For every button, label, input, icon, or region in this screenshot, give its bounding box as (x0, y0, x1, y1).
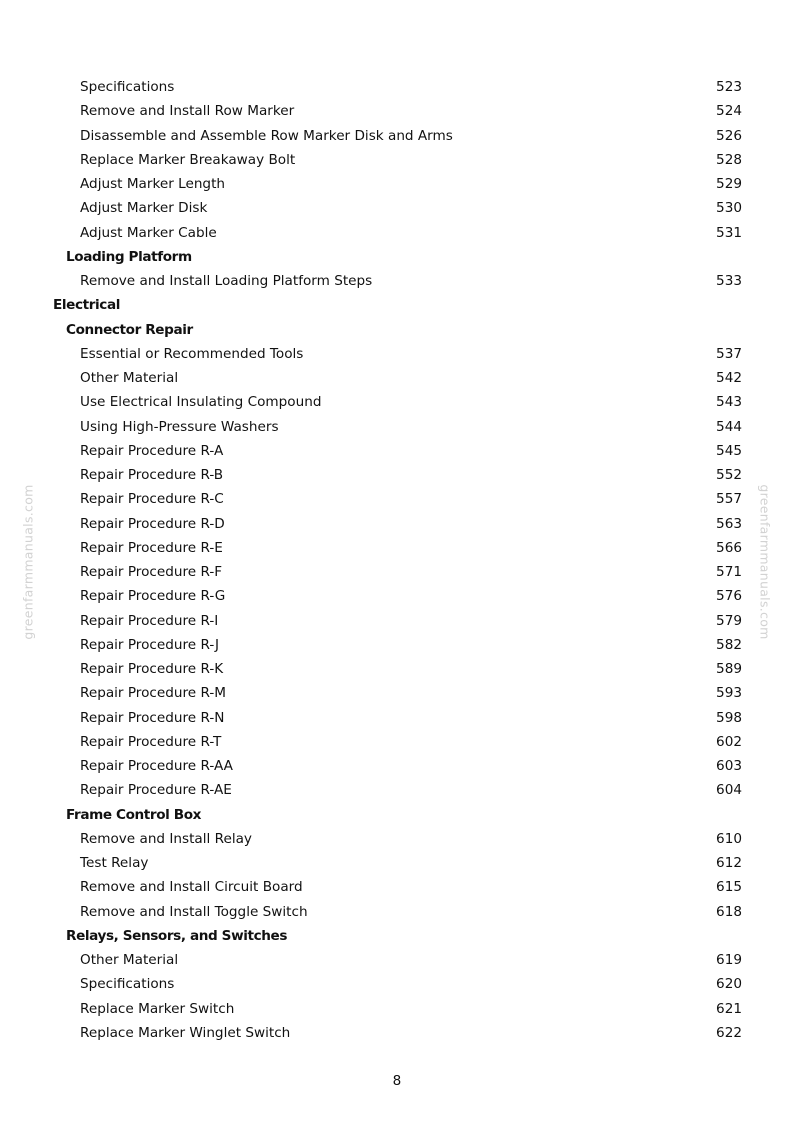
toc-entry-page-number: 526 (716, 127, 742, 144)
toc-entry[interactable] (0, 487, 794, 511)
toc-entry-page-number: 620 (716, 976, 742, 993)
toc-entry[interactable] (0, 851, 794, 875)
toc-entry-title: Repair Procedure R-T (80, 733, 222, 750)
toc-entry[interactable] (0, 609, 794, 633)
toc-entry-title: Repair Procedure R-C (80, 491, 224, 508)
toc-entry[interactable] (0, 778, 794, 802)
toc-entry[interactable] (0, 148, 794, 172)
toc-entry-page-number: 542 (716, 370, 742, 386)
toc-entry[interactable] (0, 706, 794, 730)
toc-entry-title: Adjust Marker Disk (80, 200, 208, 217)
toc-entry-title: Repair Procedure R-J (80, 636, 220, 653)
toc-entry[interactable] (0, 657, 794, 681)
toc-entry-title: Remove and Install Circuit Board (80, 879, 303, 896)
page-number: 8 (392, 1073, 402, 1089)
toc-entry-page-number: 618 (716, 903, 742, 920)
toc-entry-title: Test Relay (80, 855, 149, 871)
toc-entry-title: Repair Procedure R-E (80, 539, 223, 556)
watermark-right: greenfarmmanuals.com (757, 484, 773, 640)
toc-entry[interactable] (0, 536, 794, 560)
toc-entry-title: Repair Procedure R-A (80, 442, 224, 459)
toc-entry-title: Repair Procedure R-M (80, 685, 226, 702)
toc-entry-title: Repair Procedure R-K (80, 661, 224, 677)
toc-entry[interactable] (0, 463, 794, 487)
toc-entry-title: Essential or Recommended Tools (80, 345, 304, 362)
toc-entry-title: Adjust Marker Length (80, 176, 226, 192)
toc-entry-page-number: 531 (716, 224, 742, 241)
toc-entry-page-number: 571 (716, 564, 742, 580)
toc-entry[interactable] (0, 900, 794, 924)
toc-entry[interactable] (0, 439, 794, 463)
toc-entry[interactable] (0, 512, 794, 536)
toc-entry[interactable] (0, 99, 794, 123)
table-of-contents (0, 75, 794, 1045)
toc-entry-title: Using High-Pressure Washers (80, 418, 279, 435)
toc-entry-title: Relays, Sensors, and Switches (66, 927, 288, 944)
toc-entry[interactable] (0, 221, 794, 245)
toc-entry-title: Repair Procedure R-F (80, 564, 223, 580)
toc-entry-page-number: 528 (716, 151, 742, 168)
toc-entry-title: Repair Procedure R-D (80, 515, 225, 532)
toc-section-heading[interactable] (0, 293, 794, 317)
toc-entry[interactable] (0, 875, 794, 899)
toc-entry-page-number: 603 (716, 758, 742, 774)
toc-entry-page-number: 530 (716, 200, 742, 217)
toc-entry-title: Specifications (80, 976, 175, 993)
toc-section-heading[interactable] (0, 924, 794, 948)
toc-entry-page-number: 579 (716, 612, 742, 629)
toc-entry-title: Electrical (53, 297, 120, 314)
toc-entry-page-number: 557 (716, 491, 742, 508)
toc-entry[interactable] (0, 415, 794, 439)
toc-entry[interactable] (0, 269, 794, 293)
toc-entry-page-number: 612 (716, 855, 742, 871)
toc-entry-title: Repair Procedure R-B (80, 467, 224, 483)
toc-entry-page-number: 523 (716, 79, 742, 95)
toc-entry-page-number: 537 (716, 345, 742, 362)
watermark-left: greenfarmmanuals.com (20, 484, 36, 640)
toc-entry[interactable] (0, 390, 794, 414)
toc-entry[interactable] (0, 972, 794, 996)
toc-entry-title: Replace Marker Breakaway Bolt (80, 151, 296, 168)
toc-section-heading[interactable] (0, 803, 794, 827)
toc-entry-page-number: 589 (716, 661, 742, 677)
toc-entry-page-number: 615 (716, 879, 742, 896)
toc-entry-page-number: 566 (716, 539, 742, 556)
toc-entry[interactable] (0, 997, 794, 1021)
toc-entry-page-number: 593 (716, 685, 742, 702)
toc-entry-title: Replace Marker Winglet Switch (80, 1024, 291, 1041)
toc-entry[interactable] (0, 560, 794, 584)
toc-entry-page-number: 552 (716, 467, 742, 483)
toc-entry-page-number: 602 (716, 733, 742, 750)
toc-entry-title: Repair Procedure R-I (80, 612, 219, 629)
toc-entry-title: Replace Marker Switch (80, 1000, 235, 1017)
toc-entry[interactable] (0, 633, 794, 657)
toc-entry[interactable] (0, 342, 794, 366)
toc-section-heading[interactable] (0, 245, 794, 269)
toc-entry[interactable] (0, 75, 794, 99)
toc-entry[interactable] (0, 172, 794, 196)
toc-entry-page-number: 524 (716, 103, 742, 120)
toc-entry-page-number: 598 (716, 709, 742, 726)
toc-entry-page-number: 610 (716, 830, 742, 847)
toc-entry-title: Adjust Marker Cable (80, 224, 217, 241)
toc-entry-page-number: 563 (716, 515, 742, 532)
toc-entry-page-number: 533 (716, 273, 742, 289)
toc-entry-page-number: 545 (716, 442, 742, 459)
toc-entry-page-number: 621 (716, 1000, 742, 1017)
toc-entry-page-number: 576 (716, 588, 742, 605)
toc-entry-title: Specifications (80, 79, 175, 95)
toc-entry-title: Connector Repair (66, 321, 193, 338)
toc-entry-page-number: 619 (716, 952, 742, 968)
toc-entry-title: Use Electrical Insulating Compound (80, 394, 322, 411)
toc-entry[interactable] (0, 754, 794, 778)
toc-entry[interactable] (0, 366, 794, 390)
toc-entry-title: Repair Procedure R-G (80, 588, 226, 605)
toc-entry[interactable] (0, 196, 794, 220)
toc-entry-page-number: 582 (716, 636, 742, 653)
toc-entry-title: Repair Procedure R-N (80, 709, 225, 726)
toc-entry-page-number: 544 (716, 418, 742, 435)
toc-entry-title: Loading Platform (66, 248, 192, 265)
toc-entry-page-number: 529 (716, 176, 742, 192)
toc-entry-title: Remove and Install Row Marker (80, 103, 295, 120)
toc-entry[interactable] (0, 584, 794, 608)
toc-entry-title: Other Material (80, 370, 179, 386)
toc-entry-page-number: 604 (716, 782, 742, 799)
toc-entry[interactable] (0, 1021, 794, 1045)
toc-entry-title: Other Material (80, 952, 179, 968)
toc-entry-page-number: 622 (716, 1024, 742, 1041)
toc-entry-title: Repair Procedure R-AE (80, 782, 232, 799)
toc-entry[interactable] (0, 827, 794, 851)
toc-section-heading[interactable] (0, 318, 794, 342)
toc-entry-page-number: 543 (716, 394, 742, 411)
toc-entry[interactable] (0, 681, 794, 705)
toc-entry-title: Frame Control Box (66, 806, 202, 823)
toc-entry-title: Disassemble and Assemble Row Marker Disk and Arms (80, 127, 453, 144)
toc-entry-title: Repair Procedure R-AA (80, 758, 233, 774)
toc-entry-title: Remove and Install Loading Platform Steps (80, 273, 373, 289)
toc-entry[interactable] (0, 124, 794, 148)
toc-entry-title: Remove and Install Toggle Switch (80, 903, 308, 920)
toc-entry[interactable] (0, 948, 794, 972)
toc-entry[interactable] (0, 730, 794, 754)
toc-entry-title: Remove and Install Relay (80, 830, 252, 847)
